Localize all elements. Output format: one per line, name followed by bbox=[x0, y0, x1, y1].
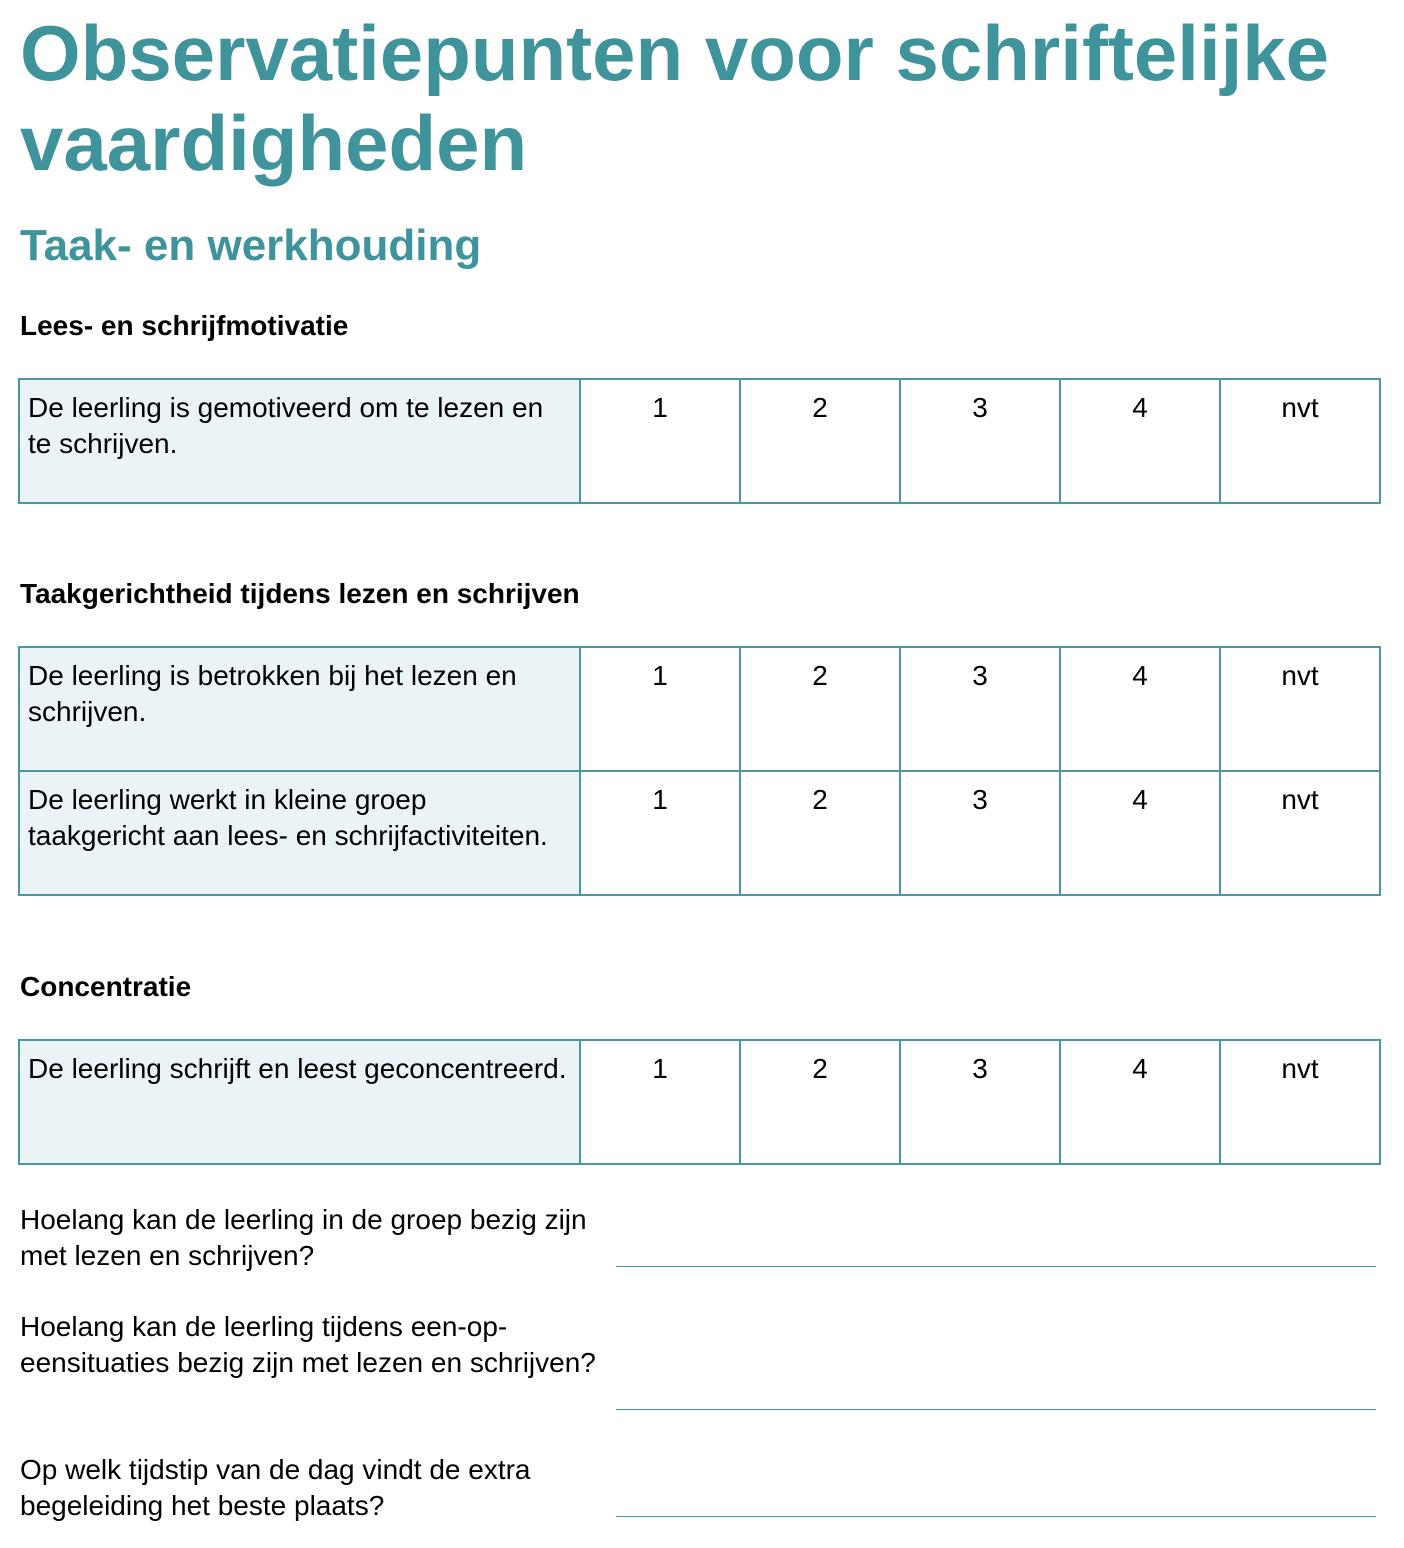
question-best-time: Op welk tijdstip van de dag vindt de extra begeleiding het beste plaats? bbox=[20, 1454, 531, 1521]
score-option-nvt[interactable]: nvt bbox=[1220, 647, 1380, 771]
statement-cell: De leerling schrijft en leest geconcentreerd. bbox=[19, 1040, 580, 1164]
rating-table-concentration bbox=[18, 1039, 1381, 1165]
score-option-nvt[interactable]: nvt bbox=[1220, 379, 1380, 503]
statement-cell: De leerling is betrokken bij het lezen en schrijven. bbox=[19, 647, 580, 771]
score-option-2[interactable]: 2 bbox=[740, 1040, 900, 1164]
rating-table-task-focus bbox=[18, 646, 1381, 896]
score-option-2[interactable]: 2 bbox=[740, 379, 900, 503]
answer-line-group-duration[interactable] bbox=[616, 1266, 1376, 1267]
score-option-nvt[interactable]: nvt bbox=[1220, 771, 1380, 895]
rating-table-motivation bbox=[18, 378, 1381, 504]
table-row bbox=[19, 771, 1380, 895]
table-row bbox=[19, 1040, 1380, 1164]
score-option-2[interactable]: 2 bbox=[740, 647, 900, 771]
group-heading-concentration: Concentratie bbox=[20, 971, 192, 1002]
score-option-1[interactable]: 1 bbox=[580, 647, 740, 771]
score-option-2[interactable]: 2 bbox=[740, 771, 900, 895]
score-option-1[interactable]: 1 bbox=[580, 1040, 740, 1164]
score-option-1[interactable]: 1 bbox=[580, 379, 740, 503]
score-option-3[interactable]: 3 bbox=[900, 1040, 1060, 1164]
statement-cell: De leerling werkt in kleine groep taakgericht aan lees- en schrijfactiviteiten. bbox=[19, 771, 580, 895]
group-heading-motivation: Lees- en schrijfmotivatie bbox=[20, 310, 349, 341]
question-one-on-one-duration: Hoelang kan de leerling tijdens een-op-eensituaties bezig zijn met lezen en schrijven? bbox=[20, 1311, 596, 1378]
score-option-4[interactable]: 4 bbox=[1060, 1040, 1220, 1164]
answer-line-one-on-one-duration[interactable] bbox=[616, 1409, 1376, 1410]
group-heading-task-focus: Taakgerichtheid tijdens lezen en schrijven bbox=[20, 578, 580, 609]
score-option-3[interactable]: 3 bbox=[900, 379, 1060, 503]
score-option-3[interactable]: 3 bbox=[900, 771, 1060, 895]
statement-cell: De leerling is gemotiveerd om te lezen en te schrijven. bbox=[19, 379, 580, 503]
score-option-4[interactable]: 4 bbox=[1060, 647, 1220, 771]
score-option-3[interactable]: 3 bbox=[900, 647, 1060, 771]
section-title: Taak- en werkhouding bbox=[20, 221, 482, 270]
table-row bbox=[19, 647, 1380, 771]
table-row bbox=[19, 379, 1380, 503]
score-option-nvt[interactable]: nvt bbox=[1220, 1040, 1380, 1164]
question-group-duration: Hoelang kan de leerling in de groep bezig zijn met lezen en schrijven? bbox=[20, 1204, 587, 1271]
answer-line-best-time[interactable] bbox=[616, 1516, 1376, 1517]
score-option-4[interactable]: 4 bbox=[1060, 379, 1220, 503]
score-option-4[interactable]: 4 bbox=[1060, 771, 1220, 895]
page-title: Observatiepunten voor schriftelijke vaardigheden bbox=[20, 9, 1330, 187]
score-option-1[interactable]: 1 bbox=[580, 771, 740, 895]
